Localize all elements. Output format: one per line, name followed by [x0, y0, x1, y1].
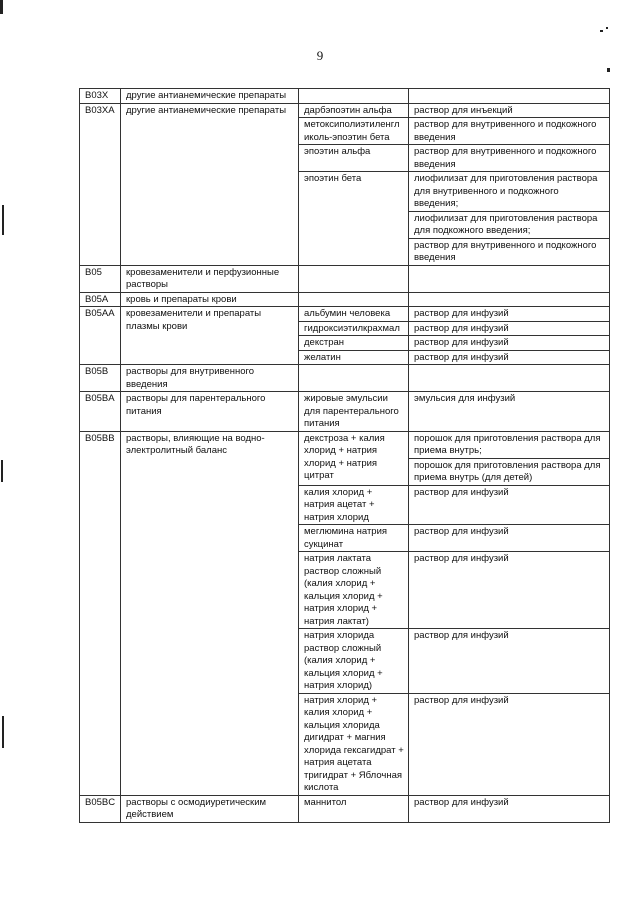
table-row [80, 431, 610, 458]
drug-name: эпоэтин бета [299, 172, 409, 266]
atc-code: B05BA [80, 392, 121, 432]
drug-name: натрия хлорид + калия хлорид + кальция хлорида дигидрат + магния хлорида гексагидрат + натрия ацетата тригидрат + Яблочная кислота [299, 693, 409, 795]
atc-code: B05AA [80, 307, 121, 365]
atc-code: B03XA [80, 103, 121, 265]
atc-group: другие антианемические препараты [121, 103, 299, 265]
table-row [80, 365, 610, 392]
drug-name: натрия лактата раствор сложный (калия хлорид + кальция хлорид + натрия хлорид + натрия лактат) [299, 552, 409, 629]
dosage-form: лиофилизат для приготовления раствора для подкожного введения; [409, 211, 610, 238]
dosage-form: лиофилизат для приготовления раствора для внутривенного и подкожного введения; [409, 172, 610, 212]
atc-group: растворы с осмодиуретическим действием [121, 795, 299, 822]
atc-group: кровь и препараты крови [121, 292, 299, 307]
dosage-form: раствор для внутривенного и подкожного введения [409, 118, 610, 145]
drug-name: гидроксиэтилкрахмал [299, 321, 409, 336]
drug-name [299, 292, 409, 307]
drug-name: декстран [299, 336, 409, 351]
atc-group: растворы, влияющие на водно-электролитный баланс [121, 431, 299, 795]
dosage-form: раствор для инфузий [409, 552, 610, 629]
dosage-form [409, 292, 610, 307]
dosage-form: раствор для инфузий [409, 795, 610, 822]
drug-name: желатин [299, 350, 409, 365]
dosage-form: раствор для инфузий [409, 693, 610, 795]
table-row [80, 795, 610, 822]
corner-speck [607, 68, 610, 72]
dosage-form: раствор для внутривенного и подкожного введения [409, 145, 610, 172]
atc-code: B05BC [80, 795, 121, 822]
dosage-form: раствор для инфузий [409, 485, 610, 525]
drug-name: маннитол [299, 795, 409, 822]
drug-name: альбумин человека [299, 307, 409, 322]
atc-group: другие антианемические препараты [121, 89, 299, 104]
dosage-form: раствор для инъекций [409, 103, 610, 118]
dosage-form [409, 89, 610, 104]
table-row [80, 103, 610, 118]
drug-name [299, 89, 409, 104]
drug-name: калия хлорид + натрия ацетат + натрия хлорид [299, 485, 409, 525]
atc-group: кровезаменители и перфузионные растворы [121, 265, 299, 292]
corner-speck [600, 30, 603, 32]
dosage-form [409, 265, 610, 292]
drug-name: декстроза + калия хлорид + натрия хлорид + натрия цитрат [299, 431, 409, 485]
atc-group: кровезаменители и препараты плазмы крови [121, 307, 299, 365]
dosage-form: порошок для приготовления раствора для приема внутрь; [409, 431, 610, 458]
dosage-form: порошок для приготовления раствора для приема внутрь (для детей) [409, 458, 610, 485]
page-number: 9 [316, 48, 324, 63]
dosage-form: раствор для инфузий [409, 307, 610, 322]
table-row [80, 292, 610, 307]
left-margin-mark [0, 0, 3, 14]
drug-name [299, 265, 409, 292]
drug-name: натрия хлорида раствор сложный (калия хлорид + кальция хлорид + натрия хлорид) [299, 629, 409, 694]
drug-name: меглюмина натрия сукцинат [299, 525, 409, 552]
drug-name: эпоэтин альфа [299, 145, 409, 172]
table-row [80, 392, 610, 432]
dosage-form [409, 365, 610, 392]
corner-speck [606, 27, 608, 29]
atc-code: B03X [80, 89, 121, 104]
dosage-form: раствор для инфузий [409, 321, 610, 336]
dosage-form: раствор для внутривенного и подкожного введения [409, 238, 610, 265]
drug-name [299, 365, 409, 392]
table-row [80, 89, 610, 104]
table-row [80, 307, 610, 322]
dosage-form: раствор для инфузий [409, 336, 610, 351]
left-margin-mark [2, 205, 4, 235]
atc-code: B05 [80, 265, 121, 292]
atc-code: B05BB [80, 431, 121, 795]
atc-code: B05B [80, 365, 121, 392]
dosage-form: раствор для инфузий [409, 350, 610, 365]
drug-name: дарбэпоэтин альфа [299, 103, 409, 118]
dosage-form: раствор для инфузий [409, 525, 610, 552]
atc-group: растворы для внутривенного введения [121, 365, 299, 392]
dosage-form: эмульсия для инфузий [409, 392, 610, 432]
dosage-form: раствор для инфузий [409, 629, 610, 694]
table-row [80, 265, 610, 292]
atc-group: растворы для парентерального питания [121, 392, 299, 432]
drug-name: метоксиполиэтиленгликоль-эпоэтин бета [299, 118, 409, 145]
left-margin-mark [2, 716, 4, 748]
drug-name: жировые эмульсии для парентерального питания [299, 392, 409, 432]
atc-code: B05A [80, 292, 121, 307]
medication-table [79, 88, 610, 823]
left-margin-mark [1, 460, 3, 482]
